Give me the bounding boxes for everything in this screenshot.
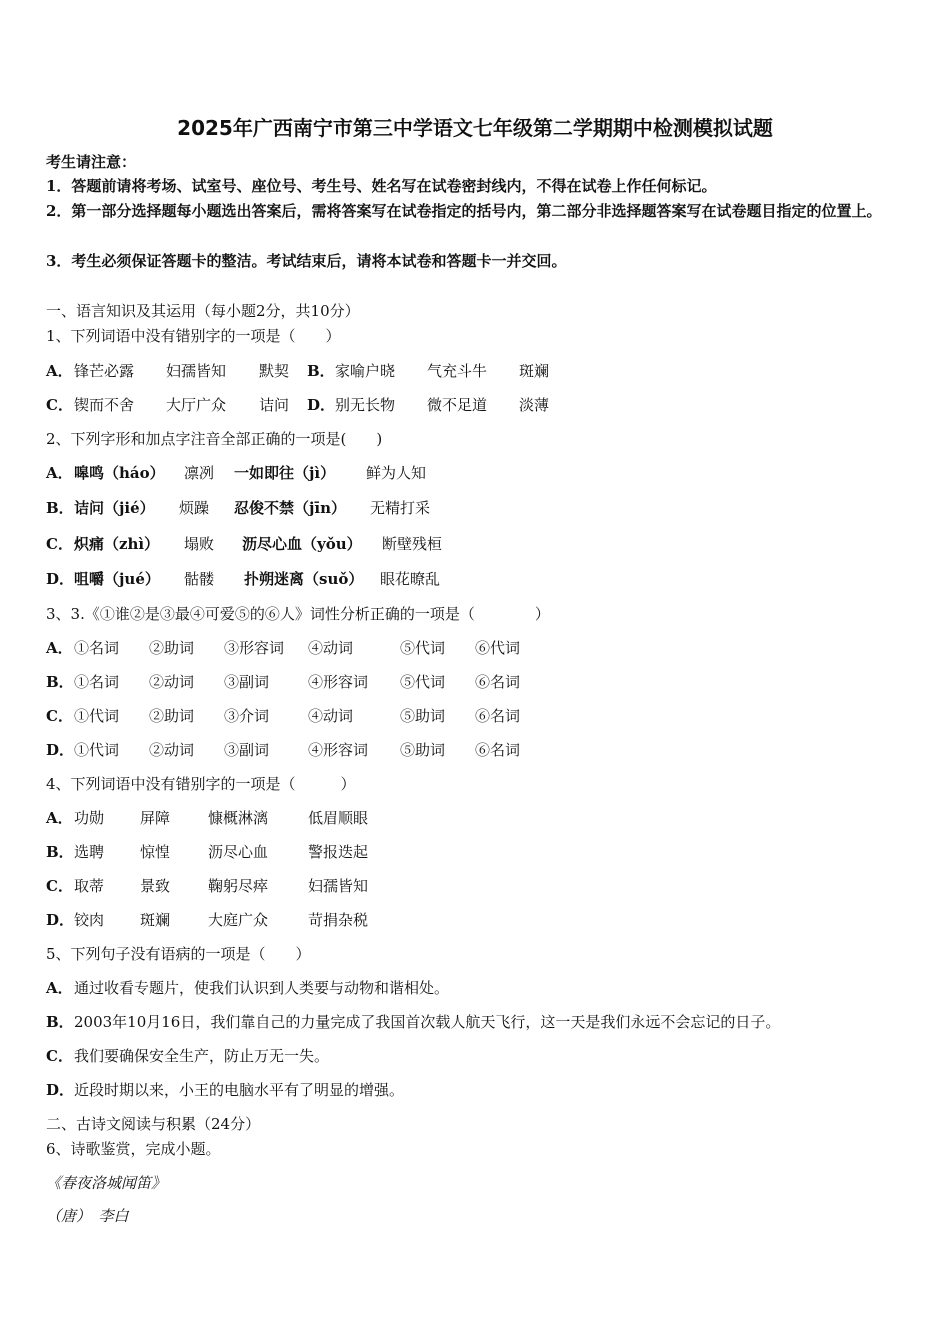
option-word: 眼花暸乱 <box>380 570 441 588</box>
option-word: 惊惶 <box>140 843 171 861</box>
q2-stem: 2、下列字形和加点字注音全部正确的一项是( ) <box>46 430 383 448</box>
q3-option-d <box>46 740 520 760</box>
option-label: A． <box>46 979 73 997</box>
option-label: C． <box>46 877 73 895</box>
option-word: 沥尽心血 <box>208 843 269 861</box>
option-word: ⑥名词 <box>475 673 521 691</box>
option-word: 淡薄 <box>519 396 550 414</box>
poem-title: 《春夜洛城闻笛》 <box>46 1174 167 1192</box>
option-word: 鲜为人知 <box>366 464 427 482</box>
option-word: 斑斓 <box>140 911 171 929</box>
page-title: 2025年广西南宁市第三中学语文七年级第二学期期中检测模拟试题 <box>177 116 773 140</box>
q2-option-b <box>46 498 430 518</box>
option-word: 妇孺皆知 <box>308 877 369 895</box>
q3-stem: 3、3.《①谁②是③最④可爱⑤的⑥人》词性分析正确的一项是（ ） <box>46 605 550 623</box>
notice-item-2: 2．第一部分选择题每小题选出答案后，需将答案写在试卷指定的括号内，第二部分非选择题答案写在试卷题目指定的位置上。 <box>46 202 882 220</box>
option-word: 屏障 <box>140 809 171 827</box>
option-word: ①名词 <box>74 639 120 657</box>
q1-options-cd <box>46 395 549 415</box>
q4-option-d <box>46 910 368 930</box>
q5-stem: 5、下列句子没有语病的一项是（ ） <box>46 945 311 963</box>
q2-option-d <box>46 569 440 589</box>
q4-option-b <box>46 842 368 862</box>
option-word: ③介词 <box>224 707 270 725</box>
option-label: B． <box>46 843 74 861</box>
section-1-heading: 一、语言知识及其运用（每小题2分，共10分） <box>46 302 360 320</box>
option-label: C． <box>46 1047 73 1065</box>
option-word: ④动词 <box>308 639 354 657</box>
option-word: 苛捐杂税 <box>308 911 369 929</box>
option-word: 凛冽 <box>184 464 215 482</box>
option-word: ①代词 <box>74 741 120 759</box>
q4-stem: 4、下列词语中没有错别字的一项是（ ） <box>46 775 356 793</box>
option-sentence: 通过收看专题片，使我们认识到人类要与动物和谐相处。 <box>74 979 450 997</box>
option-word: 低眉顺眼 <box>308 809 369 827</box>
option-word: 忍俊不禁（jīn） <box>234 499 347 517</box>
option-word: ③副词 <box>224 673 270 691</box>
option-label: C． <box>46 707 73 725</box>
option-label: D． <box>46 1081 75 1099</box>
option-word: ⑥名词 <box>475 741 521 759</box>
q4-option-c <box>46 876 368 896</box>
option-word: ⑥代词 <box>475 639 521 657</box>
q5-option-d <box>46 1080 404 1100</box>
option-word: 妇孺皆知 <box>166 362 227 380</box>
option-word: 鞠躬尽瘁 <box>208 877 269 895</box>
option-word: 微不足道 <box>427 396 488 414</box>
option-word: 景致 <box>140 877 171 895</box>
option-word: ①名词 <box>74 673 120 691</box>
option-label: D． <box>46 570 75 588</box>
option-label: C． <box>46 396 73 414</box>
q1-options-ab <box>46 361 549 381</box>
option-word: 嗥鸣（háo） <box>74 464 165 482</box>
option-word: ③副词 <box>224 741 270 759</box>
option-word: ②助词 <box>149 639 195 657</box>
option-word: 扑朔迷离（suǒ） <box>244 570 364 588</box>
option-word: 诘问（jié） <box>74 499 155 517</box>
option-label: B． <box>307 362 335 380</box>
option-word: 斑斓 <box>519 362 550 380</box>
option-word: 锲而不舍 <box>74 396 135 414</box>
option-word: 取蒂 <box>74 877 105 895</box>
notice-item-3: 3．考生必须保证答题卡的整洁。考试结束后，请将本试卷和答题卡一并交回。 <box>46 252 567 270</box>
option-label: C． <box>46 535 73 553</box>
option-word: 塌败 <box>184 535 215 553</box>
option-word: 锋芒必露 <box>74 362 135 380</box>
q2-option-c <box>46 534 442 554</box>
option-label: A． <box>46 639 73 657</box>
option-word: ②动词 <box>149 673 195 691</box>
option-word: 沥尽心血（yǒu） <box>242 535 362 553</box>
option-word: 一如即往（jì） <box>234 464 336 482</box>
option-word: 家喻户晓 <box>335 362 396 380</box>
q3-option-b <box>46 672 520 692</box>
q6-stem: 6、诗歌鉴赏，完成小题。 <box>46 1140 221 1158</box>
option-label: B． <box>46 499 74 517</box>
q2-option-a <box>46 463 426 483</box>
option-word: ②助词 <box>149 707 195 725</box>
option-word: 别无长物 <box>335 396 396 414</box>
option-word: 选聘 <box>74 843 105 861</box>
option-word: ④形容词 <box>308 673 369 691</box>
option-word: 断壁残桓 <box>382 535 443 553</box>
q3-option-a <box>46 638 520 658</box>
option-word: ④形容词 <box>308 741 369 759</box>
option-word: ②动词 <box>149 741 195 759</box>
option-label: A． <box>46 809 73 827</box>
poem-author: （唐） 李白 <box>46 1207 129 1225</box>
option-sentence: 2003年10月16日，我们靠自己的力量完成了我国首次载人航天飞行，这一天是我们永远不会忘记的日子。 <box>74 1013 781 1031</box>
notice-item-1: 1．答题前请将考场、试室号、座位号、考生号、姓名写在试卷密封线内，不得在试卷上作任何标记。 <box>46 177 717 195</box>
option-word: 慷概淋漓 <box>208 809 269 827</box>
q5-option-a <box>46 978 449 998</box>
option-word: 烦躁 <box>179 499 210 517</box>
section-2-heading: 二、古诗文阅读与积累（24分） <box>46 1115 261 1133</box>
option-word: ⑤助词 <box>400 707 446 725</box>
option-label: A． <box>46 464 73 482</box>
option-word: 大庭广众 <box>208 911 269 929</box>
option-word: 大厅广众 <box>166 396 227 414</box>
q5-option-b <box>46 1012 780 1032</box>
option-label: B． <box>46 1013 74 1031</box>
option-word: 警报迭起 <box>308 843 369 861</box>
option-label: D． <box>46 911 75 929</box>
option-word: 气充斗牛 <box>427 362 488 380</box>
option-word: ⑤助词 <box>400 741 446 759</box>
option-label: D． <box>46 741 75 759</box>
option-word: 铰肉 <box>74 911 105 929</box>
option-sentence: 我们要确保安全生产，防止万无一失。 <box>74 1047 330 1065</box>
option-word: 默契 <box>259 362 290 380</box>
option-word: ⑤代词 <box>400 673 446 691</box>
option-word: 骷髅 <box>184 570 215 588</box>
option-word: ③形容词 <box>224 639 285 657</box>
q5-option-c <box>46 1046 329 1066</box>
option-word: 咀嚼（jué） <box>74 570 160 588</box>
option-label: D． <box>307 396 336 414</box>
option-word: ⑥名词 <box>475 707 521 725</box>
option-sentence: 近段时期以来，小王的电脑水平有了明显的增强。 <box>74 1081 405 1099</box>
notice-heading: 考生请注意： <box>46 153 137 171</box>
q1-stem: 1、下列词语中没有错别字的一项是（ ） <box>46 327 341 345</box>
option-word: 诘问 <box>259 396 290 414</box>
option-word: 无精打采 <box>370 499 431 517</box>
option-word: 炽痛（zhì） <box>74 535 160 553</box>
option-word: ④动词 <box>308 707 354 725</box>
q3-option-c <box>46 706 520 726</box>
option-label: A． <box>46 362 73 380</box>
option-label: B． <box>46 673 74 691</box>
option-word: ①代词 <box>74 707 120 725</box>
q4-option-a <box>46 808 368 828</box>
option-word: ⑤代词 <box>400 639 446 657</box>
option-word: 功勋 <box>74 809 105 827</box>
